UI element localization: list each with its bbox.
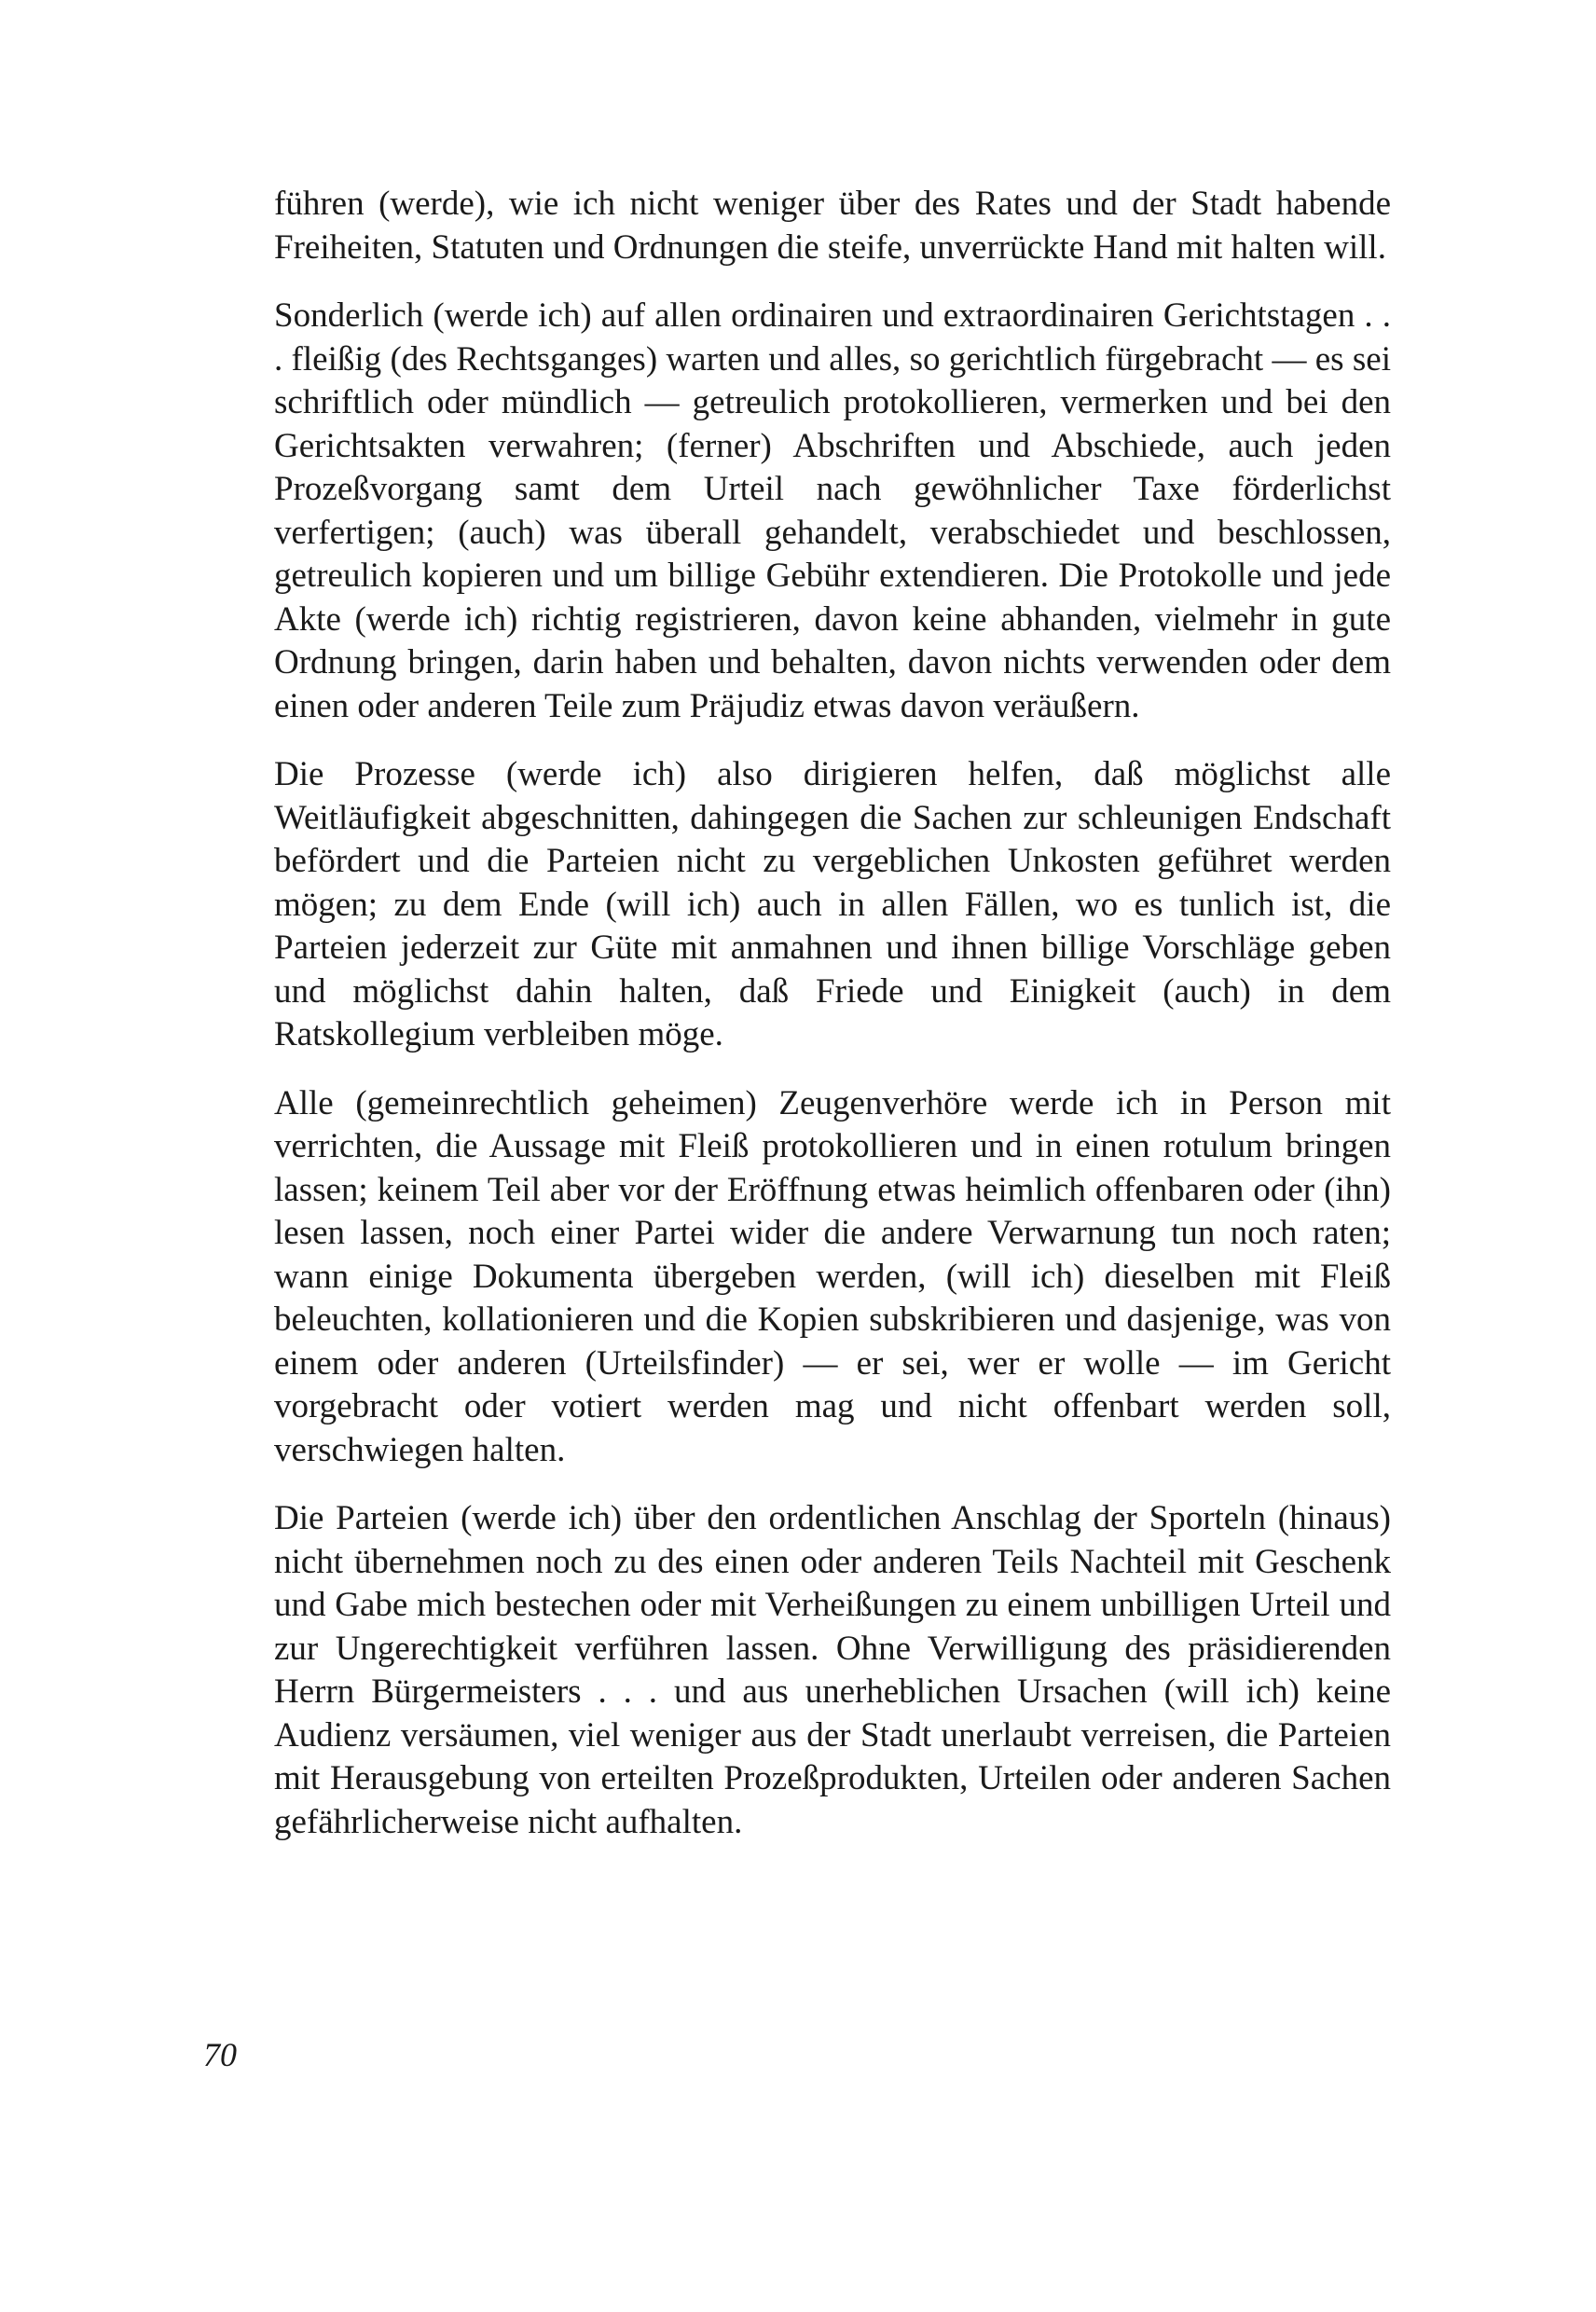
paragraph-1: führen (werde), wie ich nicht weniger über des Rates und der Stadt habende Freiheiten, Statuten und Ordnungen die steife, unverrückte Hand mit halten will.	[274, 185, 1391, 267]
body-text	[274, 183, 1391, 1869]
page-number: 70	[203, 2036, 237, 2073]
paragraph-5: Die Parteien (werde ich) über den ordentlichen Anschlag der Sporteln (hinaus) nicht übernehmen noch zu des einen oder anderen Teils Nachteil mit Geschenk und Gabe mich bestechen oder mit Verheißungen zu einem unbilligen Urteil und zur Ungerechtigkeit verführen lassen. Ohne Verwilligung des präsidierenden Herrn Bürgermeisters . . . und aus unerheblichen Ursachen (will ich) keine Audienz versäumen, viel weniger aus der Stadt unerlaubt verreisen, die Parteien mit Herausgebung von erteilten Prozeßprodukten, Urteilen oder anderen Sachen gefährlicherweise nicht aufhalten.	[274, 1499, 1391, 1841]
paragraph-2: Sonderlich (werde ich) auf allen ordinairen und extraordinairen Gerichtstagen . . . fleißig (des Rechtsganges) warten und alles, so gerichtlich fürgebracht — es sei schriftlich oder mündlich — getreulich protokollieren, vermerken und bei den Gerichtsakten verwahren; (ferner) Abschriften und Abschiede, auch jeden Prozeßvorgang samt dem Urteil nach gewöhnlicher Taxe förderlichst verfertigen; (auch) was überall gehandelt, verabschiedet und beschlossen, getreulich kopieren und um billige Gebühr extendieren. Die Protokolle und jede Akte (werde ich) richtig registrieren, davon keine abhanden, vielmehr in gute Ordnung bringen, darin haben und behalten, davon nichts verwenden oder dem einen oder anderen Teile zum Präjudiz etwas davon veräußern.	[274, 296, 1391, 725]
paragraph-4: Alle (gemeinrechtlich geheimen) Zeugenverhöre werde ich in Person mit verrichten, die Aussage mit Fleiß protokollieren und in einen rotulum bringen lassen; keinem Teil aber vor der Eröffnung etwas heimlich offenbaren oder (ihn) lesen lassen, noch einer Partei wider die andere Verwarnung tun noch raten; wann einige Dokumenta übergeben werden, (will ich) dieselben mit Fleiß beleuchten, kollationieren und die Kopien subskribieren und dasjenige, was von einem oder anderen (Urteilsfinder) — er sei, wer er wolle — im Gericht vorgebracht oder votiert werden mag und nicht offenbart werden soll, verschwiegen halten.	[274, 1083, 1391, 1469]
paragraph-3: Die Prozesse (werde ich) also dirigieren helfen, daß möglichst alle Weitläufigkeit abgeschnitten, dahingegen die Sachen zur schleunigen Endschaft befördert und die Parteien nicht zu vergeblichen Unkosten geführet werden mögen; zu dem Ende (will ich) auch in allen Fällen, wo es tunlich ist, die Parteien jederzeit zur Güte mit anmahnen und ihnen billige Vorschläge geben und möglichst dahin halten, daß Friede und Einigkeit (auch) in dem Ratskollegium verbleiben möge.	[274, 755, 1391, 1053]
